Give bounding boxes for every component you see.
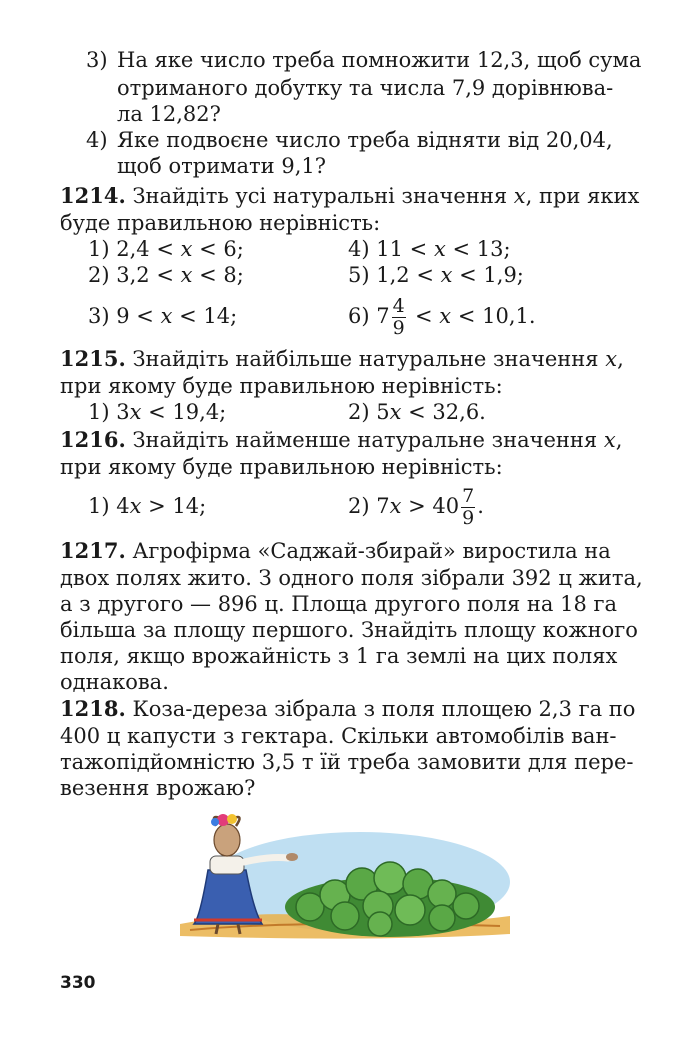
cabbage: [395, 895, 425, 925]
ineq-1214-1: 1) 2,4 < x < 6;: [88, 237, 244, 261]
problem-1215-line-2: при якому буде правильною нерівність:: [60, 374, 503, 398]
cabbage: [429, 905, 455, 931]
goat-cabbage-illustration: [180, 812, 510, 942]
goat-blouse: [210, 856, 244, 874]
problem-number: 1217.: [60, 538, 126, 563]
problem-1214-line-2: буде правильною нерівність:: [60, 211, 381, 235]
fraction: $\frac{7}{9}$: [462, 485, 475, 529]
problem-number: 1218.: [60, 696, 126, 721]
problem-1218-line: тажопідйомністю 3,5 т їй треба замовити для пере-: [60, 750, 634, 774]
problem-1215-heading: 1215. Знайдіть найбільше натуральне значення x,: [60, 346, 624, 371]
item-4: 4) Яке подвоєне число треба відняти від 20,04,: [86, 128, 613, 152]
cabbage: [331, 902, 359, 930]
item-3-line-2: отриманого добутку та числа 7,9 дорівнюва-: [117, 76, 614, 100]
problem-1217-line: більша за площу першого. Знайдіть площу кожного: [60, 618, 638, 642]
flower-wreath: [227, 814, 237, 824]
page-number: 330: [60, 973, 96, 993]
problem-1216-line-2: при якому буде правильною нерівність:: [60, 455, 503, 479]
ineq-1216-2: 2) 7x > 40 $\frac{7}{9}$ .: [348, 485, 484, 529]
ineq-1215-1: 1) 3x < 19,4;: [88, 400, 227, 424]
problem-1217-line: а з другого — 896 ц. Площа другого поля на 18 га: [60, 592, 618, 616]
ineq-1214-4: 4) 11 < x < 13;: [348, 237, 511, 261]
problem-number: 1215.: [60, 346, 126, 371]
problem-1217-heading: 1217. Агрофірма «Саджай-збирай» виростила на: [60, 538, 611, 563]
problem-number: 1216.: [60, 427, 126, 452]
ineq-1215-2: 2) 5x < 32,6.: [348, 400, 486, 424]
cabbage: [428, 880, 456, 908]
problem-1217-line: поля, якщо врожайність з 1 га землі на цих полях: [60, 644, 618, 668]
cabbage: [368, 912, 392, 936]
problem-1218-heading: 1218. Коза-дереза зібрала з поля площею 2,3 га по: [60, 696, 636, 721]
problem-number: 1214.: [60, 183, 126, 208]
ineq-1214-6-rest: < x < 10,1.: [415, 304, 536, 328]
cabbage: [374, 862, 406, 894]
goat-head: [214, 824, 240, 856]
ineq-1216-1: 1) 4x > 14;: [88, 494, 207, 518]
goat-hand: [286, 853, 298, 861]
cabbage: [453, 893, 479, 919]
item-3-line-3: ла 12,82?: [117, 102, 221, 126]
problem-1214-heading: 1214. Знайдіть усі натуральні значення x, при яких: [60, 183, 640, 208]
problem-1217-line: однакова.: [60, 670, 169, 694]
problem-1217-line: двох полях жито. З одного поля зібрали 392 ц жита,: [60, 566, 643, 590]
item-3: 3) На яке число треба помножити 12,3, щоб сума: [86, 48, 642, 72]
problem-1218-line: 400 ц капусти з гектара. Скільки автомобілів ван-: [60, 724, 617, 748]
ineq-1214-2: 2) 3,2 < x < 8;: [88, 263, 244, 287]
ineq-1214-5: 5) 1,2 < x < 1,9;: [348, 263, 524, 287]
problem-1216-heading: 1216. Знайдіть найменше натуральне значення x,: [60, 427, 623, 452]
mixed-fraction: $\frac{4}{9}$: [392, 295, 405, 339]
ineq-1214-3: 3) 9 < x < 14;: [88, 304, 238, 328]
flower-wreath: [211, 818, 219, 826]
problem-1218-line: везення врожаю?: [60, 776, 256, 800]
item-4-line-2: щоб отримати 9,1?: [117, 154, 326, 178]
ineq-1214-6: 6) 7 $\frac{4}{9}$: [348, 295, 405, 339]
